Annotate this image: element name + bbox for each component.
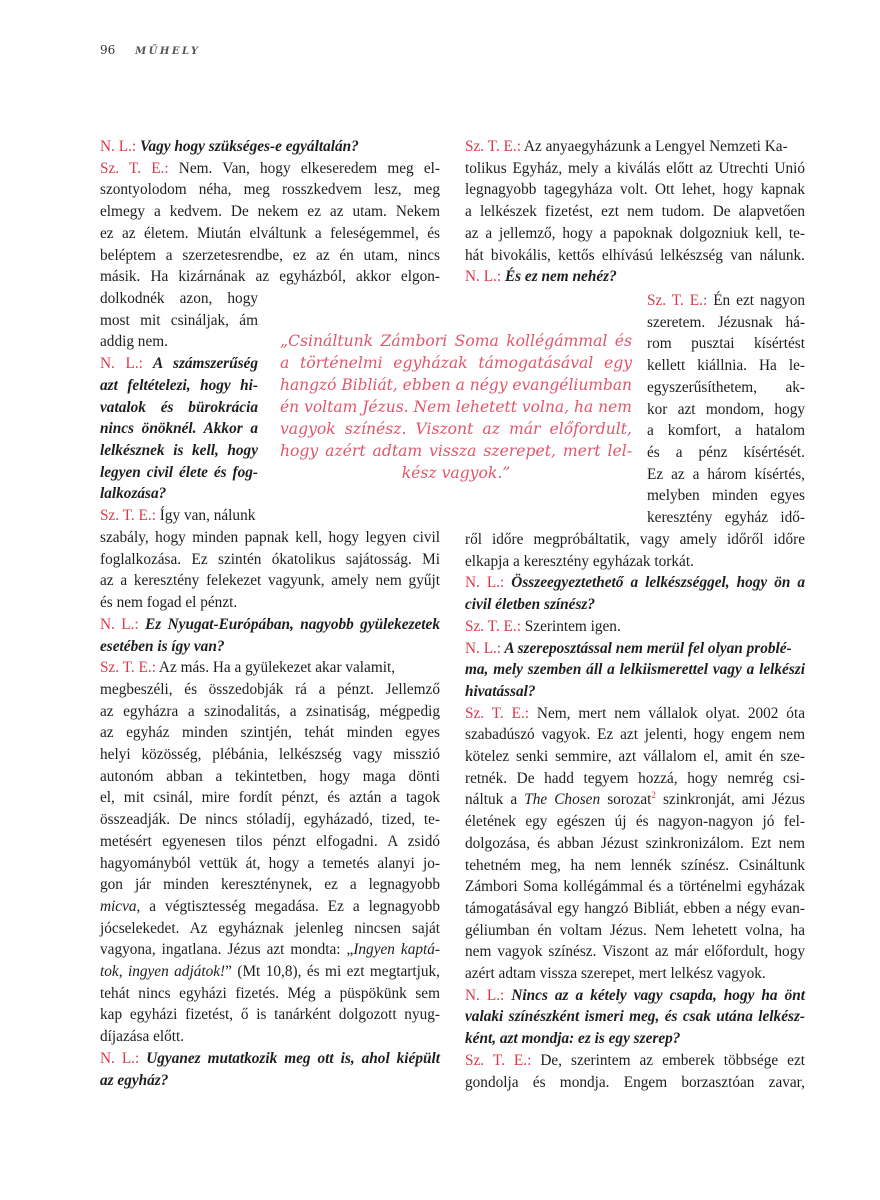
text-line: most mit csináljak, ám	[100, 311, 258, 329]
page-number: 96	[100, 43, 116, 57]
text-line: szabály, hogy minden papnak kell, hogy legyen civil	[100, 529, 440, 546]
text-line: tolikus Egyház, mely a kiválás előtt az Utrechti Unió	[465, 159, 805, 177]
question: N. L.: Nincs az a kétely vagy csapda, hogy ha önt	[465, 986, 805, 1004]
question: N. L.: És ez nem nehéz?	[465, 268, 617, 286]
answer-line: Sz. T. E.: Nem, mert nem vállalok olyat. 2002 óta	[465, 704, 805, 722]
text-line: egyszerűsíthetem, ak-	[647, 378, 805, 396]
text-line: retnék. De hadd tegyem hozzá, hogy nemrég csi-	[465, 769, 805, 787]
pull-quote-line: kész vagyok.”	[401, 464, 511, 482]
text-line: azért adtam vissza szerepet, mert lelkész vagyok.	[465, 965, 766, 983]
question-line: lelkésznek is kell, hogy	[100, 441, 258, 459]
text-line: szontyolodom néha, meg rosszkedvem lesz, meg	[100, 181, 440, 199]
text-line: nem vagyok színész. Viszont az már előfordult, hogy	[465, 943, 805, 961]
speaker-label: Sz. T. E.:	[100, 159, 169, 177]
speaker-label: Sz. T. E.:	[647, 292, 708, 309]
answer-line: Sz. T. E.: Én ezt nagyon	[647, 292, 805, 309]
text-line: náltuk a The Chosen sorozat$^2$ szinkronját, ami Jézus	[465, 790, 805, 809]
left-column-narrow	[100, 288, 258, 527]
answer-line: Sz. T. E.: Szerintem igen.	[465, 617, 621, 635]
text-line: legnagyobb tagegyháza volt. Ott lehet, hogy kapnak	[465, 181, 805, 199]
speaker-label: N. L.:	[465, 639, 502, 657]
speaker-label: N. L.:	[465, 574, 505, 592]
text-line: dolkodnék azon, hogy	[100, 290, 258, 307]
text-line: a lelkészek fizetést, ezt nem tudom. De alapvetően	[465, 203, 805, 221]
answer-line: Sz. T. E.: Így van, nálunk	[100, 507, 256, 525]
right-column-narrow	[647, 290, 805, 529]
answer-line: Sz. T. E.: Az anyaegyházunk a Lengyel Nemzeti Ka-	[465, 138, 788, 155]
right-column-bottom	[465, 529, 805, 1093]
text-line: dolgozása, és abban Jézust szinkronizálom. Ezt nem	[465, 834, 805, 852]
pull-quote-line: a történelmi egyházak támogatásával egy	[280, 354, 632, 372]
speaker-label: N. L.:	[100, 138, 137, 155]
pull-quote-line: én voltam Jézus. Nem lehetett volna, ha nem	[280, 398, 632, 416]
text-line: elmegy a kedvem. De nekem ez az utam. Nekem	[100, 203, 440, 221]
text-line: micva, a végtisztesség megadása. Ez a legnagyobb	[100, 897, 440, 915]
speaker-label: N. L.:	[100, 355, 143, 373]
text-line: életének egy egészen új és nagyon-nagyon jó fel-	[465, 813, 805, 831]
answer-line: Sz. T. E.: Nem. Van, hogy elkeseredem meg el-	[100, 159, 440, 177]
text-line: és a pénz kísértését.	[647, 443, 805, 461]
text-line: másik. Ha kizárnának az egyházból, akkor elgon-	[100, 268, 440, 286]
question-line: azt feltételezi, hogy hi-	[100, 376, 258, 394]
text-line: tok, ingyen adjátok!” (Mt 10,8), és mi ezt megtartjuk,	[100, 963, 440, 981]
question-line: esetében is így van?	[100, 637, 225, 655]
question-line: lalkozása?	[100, 485, 167, 503]
text-line: ez az életem. Miután elváltunk a feleségemmel, és	[100, 224, 440, 242]
text-line: géliumban én voltam Jézus. Nem lehetett volna, ha	[465, 921, 805, 939]
series-title: The Chosen	[524, 791, 601, 809]
text-line: az egyház minden szintjén, tehát minden egyes	[100, 724, 440, 742]
text-line: Zámbori Soma kollégámmal és a történelmi egyházak	[465, 878, 805, 896]
speaker-label: Sz. T. E.:	[465, 1051, 532, 1069]
question: N. L.: A szereposztással nem merül fel olyan problé-	[465, 639, 792, 657]
text-line: hagyományból vettük át, hogy a temetés alanyi jo-	[100, 854, 440, 872]
text-line: kellett kiállnia. Ha le-	[647, 357, 805, 375]
text-line: el, mit csinál, mire fordít pénzt, és aztán a tagok	[100, 789, 440, 807]
text-line: az a jellemző, hogy a papoknak dolgozniuk kell, te-	[465, 224, 805, 242]
text-line: beléptem a szerzetesrendbe, ez az én utam, nincs	[100, 246, 440, 264]
text-line: tehát nincs egyházi fizetés. Még a püspökünk sem	[100, 984, 440, 1002]
pull-quote-line: „Csináltunk Zámbori Soma kollégámmal és	[280, 332, 632, 350]
pull-quote-line: hangzó Bibliát, ebben a négy evangéliumban	[280, 376, 632, 394]
text-line: támogatásával egy hangzó Bibliát, ebben a négy evan-	[465, 899, 805, 917]
text-line: keresztény egyház idő-	[647, 509, 805, 527]
section-title: MŰHELY	[135, 46, 201, 57]
text-line: hát bivokális, kettős elhívású lelkészség van nálunk.	[465, 246, 805, 264]
running-header	[100, 43, 201, 57]
pull-quote-line: hogy azért adtam vissza szerepet, mert lel-	[280, 442, 632, 460]
right-column-top	[465, 136, 805, 288]
text-line: tehetném meg, ha nem lennék színész. Csináltunk	[465, 856, 805, 874]
left-column-bottom	[100, 527, 440, 1091]
question-line: ma, mely szemben áll a lelkiismerettel vagy a lelkészi	[465, 661, 805, 679]
text-line: szeretem. Jézusnak há-	[647, 313, 805, 331]
answer-line: Sz. T. E.: De, szerintem az emberek többsége ezt	[465, 1051, 805, 1069]
text-line: Ez az a három kísértés,	[647, 465, 805, 483]
left-column-top	[100, 136, 440, 288]
text-line: gondolja és mondja. Engem borzasztóan zavar,	[465, 1073, 805, 1091]
question-line: legyen civil élete és fog-	[100, 463, 258, 481]
text-line: addig nem.	[100, 333, 168, 351]
text-line: ről időre megpróbáltatik, vagy amely időről időre	[465, 531, 805, 548]
text-line: foglalkozása. Ez szintén ókatolikus sajátosság. Mi	[100, 550, 440, 568]
text-line: megbeszéli, és összedobják rá a pénzt. Jellemző	[100, 680, 440, 698]
question: N. L.: Összeegyeztethető a lelkészséggel, hogy ön a	[465, 574, 805, 592]
text-line: kap egyházi fizetést, ő is tanárként dolgozott nyug-	[100, 1006, 440, 1024]
question: N. L.: Ugyanez mutatkozik meg ott is, ahol kiépült	[100, 1049, 440, 1067]
speaker-label: N. L.:	[100, 615, 139, 633]
text-line: gon jár minden kereszténynek, ez a legnagyobb	[100, 876, 440, 894]
speaker-label: Sz. T. E.:	[100, 507, 156, 525]
question: N. L.: Ez Nyugat-Európában, nagyobb gyülekezetek	[100, 615, 440, 633]
question-line: valaki színészként ismeri meg, és csak utána lelkész-	[465, 1008, 805, 1026]
text-line: a komfort, a hatalom	[647, 422, 805, 440]
text-line: az a keresztény felekezet vagyunk, amely nem gyűjt	[100, 572, 440, 590]
question-line: nincs önöknél. Akkor a	[100, 420, 258, 438]
question: N. L.: Vagy hogy szükséges-e egyáltalán?	[100, 138, 359, 155]
text-line: kor azt mondom, hogy	[647, 400, 805, 418]
text-line: díjazása előtt.	[100, 1028, 185, 1046]
text-line: és nem fogad el pénzt.	[100, 594, 238, 612]
text-line: rom pusztai kísértést	[647, 335, 805, 353]
text-line: vagyona, ingatlana. Jézus azt mondta: „Ingyen kaptá-	[100, 941, 440, 959]
footnote-marker[interactable]: 2	[651, 790, 656, 801]
question-line: hivatással?	[465, 682, 536, 700]
text-line: összeadják. De nincs stóladíj, egyházadó, tized, te-	[100, 811, 440, 829]
speaker-label: N. L.:	[465, 986, 505, 1004]
speaker-label: Sz. T. E.:	[100, 659, 156, 677]
speaker-label: N. L.:	[100, 1049, 140, 1067]
text-line: autonóm abban a tekintetben, hogy maga dönti	[100, 767, 440, 785]
speaker-label: Sz. T. E.:	[465, 138, 521, 155]
question-line: vatalok és bürokrácia	[100, 398, 258, 416]
speaker-label: Sz. T. E.:	[465, 617, 521, 635]
pull-quote	[280, 330, 632, 484]
question: N. L.: A számszerűség	[100, 355, 258, 373]
text-line: melyben minden egyes	[647, 487, 805, 505]
question-line: civil életben színész?	[465, 596, 596, 614]
text-line: kötelez senki semmire, azt vállalom el, amit én sze-	[465, 748, 805, 766]
pull-quote-line: vagyok színész. Viszont az már előfordult,	[280, 420, 632, 438]
text-line: elkapja a keresztény egyházak torkát.	[465, 552, 694, 570]
text-line: szabadúszó vagyok. Ez azt jelenti, hogy engem nem	[465, 726, 805, 744]
text-line: az egyházra a szinodalitás, a zsinatiság, mégpedig	[100, 702, 440, 720]
question-line: az egyház?	[100, 1071, 169, 1089]
speaker-label: N. L.:	[465, 268, 502, 286]
text-line: metésért egyenesen tilos pénzt elfogadni. A zsidó	[100, 832, 440, 850]
text-line: helyi közösség, plébánia, lelkészség vagy misszió	[100, 746, 440, 764]
question-line: ként, azt mondja: ez is egy szerep?	[465, 1030, 681, 1048]
answer-line: Sz. T. E.: Az más. Ha a gyülekezet akar valamit,	[100, 659, 396, 677]
speaker-label: Sz. T. E.:	[465, 704, 530, 722]
text-line: jócselekedet. Az egyháznak jelenleg nincsen saját	[100, 919, 440, 937]
